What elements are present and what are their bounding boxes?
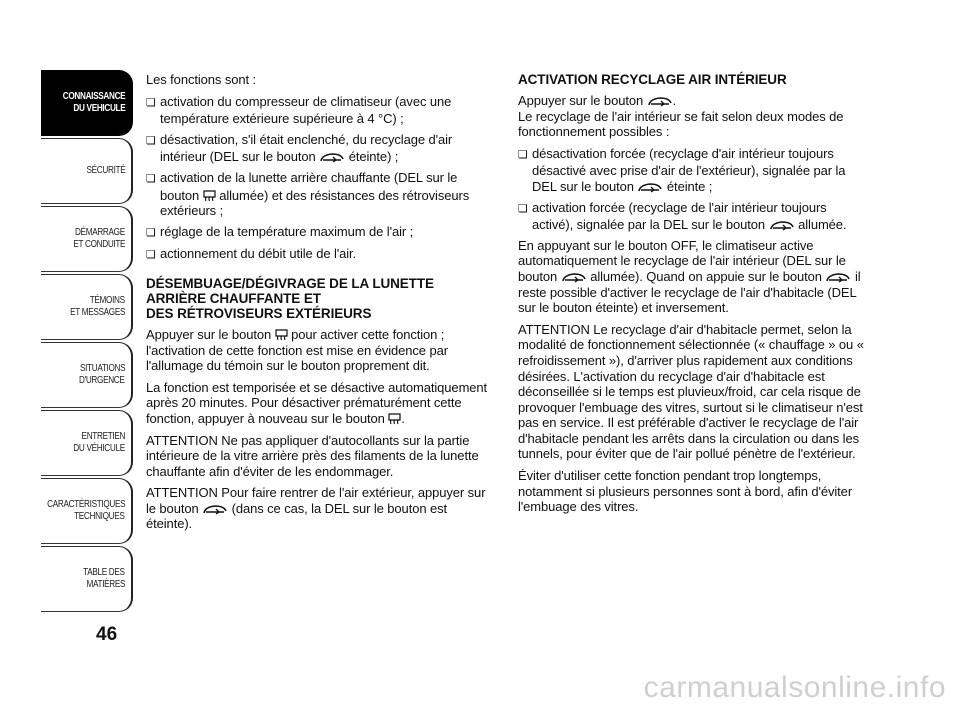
tab-demarrage-et-conduite[interactable]	[41, 206, 133, 272]
tab-label-line2: MATIÈRES	[86, 579, 125, 590]
paragraph: ATTENTION Le recyclage d'air d'habitacle permet, selon la modalité de fonctionnement sélectionnée (« chauffage » ou « refroidissement »), d'arriver plus rapidement aux conditions désirées. L'activation du recyclage d'air d'habitacle est déconseillée si le temps est pluvieux/froid, car cela risque de provoquer l'embuage des vitres, surtout si le climatiseur n'est pas en service. Il est préférable d'activer le recyclage de l'air d'habitacle pendant les arrêts dans la circulation ou dans les tunnels, pour éviter que de l'air pollué pénètre de l'extérieur.	[518, 321, 864, 462]
tab-label-line2: ET CONDUITE	[73, 239, 125, 250]
rear-defrost-icon	[203, 189, 216, 202]
air-recirculation-icon	[647, 96, 673, 107]
air-recirculation-icon	[561, 272, 587, 283]
section-heading-recirculation: ACTIVATION RECYCLAGE AIR INTÉRIEUR	[518, 72, 787, 87]
air-recirculation-icon	[825, 272, 851, 283]
paragraph-text: Appuyer sur le bouton	[146, 326, 272, 342]
paragraph	[146, 485, 496, 532]
tab-label-line1: ENTRETIEN	[81, 431, 125, 442]
paragraph: Éviter d'utiliser cette fonction pendant trop longtemps, notamment si plusieurs personnes sont à bord, afin d'éviter l'embuage des vitres.	[518, 468, 853, 515]
tab-label-line2: DU VÉHICULE	[73, 443, 125, 454]
paragraph-text: (dans ce cas, la DEL sur le bouton est éteinte).	[146, 500, 448, 532]
tab-table-des-matieres[interactable]	[41, 546, 133, 612]
list-item-text: actionnement du débit utile de l'air.	[160, 246, 357, 262]
air-recirculation-icon	[319, 152, 345, 163]
air-recirculation-icon	[637, 182, 663, 193]
paragraph-text: ATTENTION Pour faire rentrer de l'air extérieur, appuyer sur le bouton	[146, 485, 486, 516]
list-item	[146, 224, 496, 242]
tab-label-line1: TABLE DES	[83, 567, 125, 578]
section-heading-defrost	[146, 276, 496, 321]
rear-defrost-icon	[388, 412, 401, 425]
tab-entretien-du-vehicule[interactable]	[41, 410, 133, 476]
list-item-text: désactivation, s'il était enclenché, du recyclage d'air intérieur (DEL sur le bouton	[160, 131, 453, 165]
air-recirculation-icon	[769, 220, 795, 231]
paragraph	[518, 93, 870, 109]
list-item	[518, 200, 870, 233]
list-item-text: activation de la lunette arrière chauffante (DEL sur le bouton	[160, 169, 458, 203]
tab-label-line2: ET MESSAGES	[69, 307, 125, 318]
watermark: carmanualsonline.info	[643, 671, 946, 704]
heading-line: DÉSEMBUAGE/DÉGIVRAGE DE LA LUNETTE	[146, 275, 434, 291]
tab-situations-d-urgence[interactable]	[41, 342, 133, 408]
list-item-text: réglage de la température maximum de l'air ;	[160, 223, 414, 239]
tab-label-line1: SÉCURITÉ	[86, 165, 125, 176]
list-item	[146, 170, 496, 219]
air-recirculation-icon	[202, 504, 228, 515]
paragraph	[518, 238, 870, 316]
tab-label-line1: SITUATIONS	[79, 363, 125, 374]
tab-label-line2: DU VEHICULE	[73, 103, 125, 114]
paragraph-text: pour activer cette fonction ; l'activation de cette fonction est mise en évidence par l'allumage du témoin sur le bouton proprement dit.	[146, 326, 448, 374]
paragraph	[146, 380, 496, 427]
paragraph-text: Appuyer sur le bouton	[518, 93, 644, 108]
tab-label-line1: DÉMARRAGE	[75, 227, 125, 238]
tab-connaissance-du-vehicule[interactable]	[41, 70, 133, 136]
left-column	[146, 72, 496, 538]
page-number: 46	[96, 624, 118, 645]
list-item-text: allumée.	[798, 217, 847, 233]
list-item-text: éteinte) ;	[348, 149, 399, 165]
list-item-text: activation forcée (recyclage de l'air intérieur toujours activé), signalée par la DEL sur le bouton	[532, 199, 827, 233]
list-item-text: désactivation forcée (recyclage d'air intérieur toujours désactivé avec prise d'air de l'extérieur), signalée par la DEL sur le bouton	[532, 145, 846, 194]
list-item	[146, 132, 496, 165]
tab-temoins-et-messages[interactable]	[41, 274, 133, 340]
list-item	[146, 94, 496, 127]
heading-line: ARRIÈRE CHAUFFANTE ET	[146, 290, 321, 306]
tab-caracteristiques-techniques[interactable]	[41, 478, 133, 544]
right-column	[518, 72, 870, 521]
paragraph-text: La fonction est temporisée et se désactive automatiquement après 20 minutes. Pour désactiver prématurément cette fonction, appuyer à nouveau sur le bouton	[146, 379, 488, 426]
list-item	[146, 246, 496, 264]
heading-line: DES RÉTROVISEURS EXTÉRIEURS	[146, 305, 372, 321]
tab-label-line1: CONNAISSANCE	[62, 91, 125, 102]
paragraph	[146, 433, 496, 480]
list-item-text: activation du compresseur de climatiseur (avec une température extérieure supérieure à 4 °C) ;	[160, 93, 452, 127]
tab-label-line1: TÉMOINS	[89, 295, 125, 306]
paragraph: Le recyclage de l'air intérieur se fait selon deux modes de fonctionnement possibles :	[518, 108, 844, 140]
rear-defrost-icon	[275, 328, 288, 341]
paragraph	[146, 327, 496, 374]
list-item-text: allumée) et des résistances des rétroviseurs extérieurs ;	[160, 187, 470, 219]
paragraph-text: .	[401, 410, 405, 426]
list-item	[518, 146, 870, 195]
tab-securite[interactable]	[41, 138, 133, 204]
paragraph-text: ATTENTION Ne pas appliquer d'autocollants sur la partie intérieure de la vitre arrière près des filaments de la lunette chauffante afin d'éviter de les endommager.	[146, 432, 479, 479]
paragraph-text: il reste possible d'activer le recyclage de l'air d'habitacle (DEL sur le bouton éteinte) et inversement.	[518, 268, 861, 316]
paragraph-text: .	[672, 93, 677, 108]
paragraph-text: En appuyant sur le bouton OFF, le climatiseur active automatiquement le recyclage de l'air intérieur (DEL sur le bouton	[518, 237, 846, 284]
intro-text: Les fonctions sont :	[146, 72, 257, 87]
tab-label-line2: D'URGENCE	[79, 375, 125, 386]
tab-label-line2: TECHNIQUES	[74, 511, 125, 522]
list-item-text: éteinte ;	[666, 178, 713, 194]
tab-label-line1: CARACTÉRISTIQUES	[46, 499, 125, 510]
paragraph-text: allumée). Quand on appuie sur le bouton	[590, 268, 822, 284]
